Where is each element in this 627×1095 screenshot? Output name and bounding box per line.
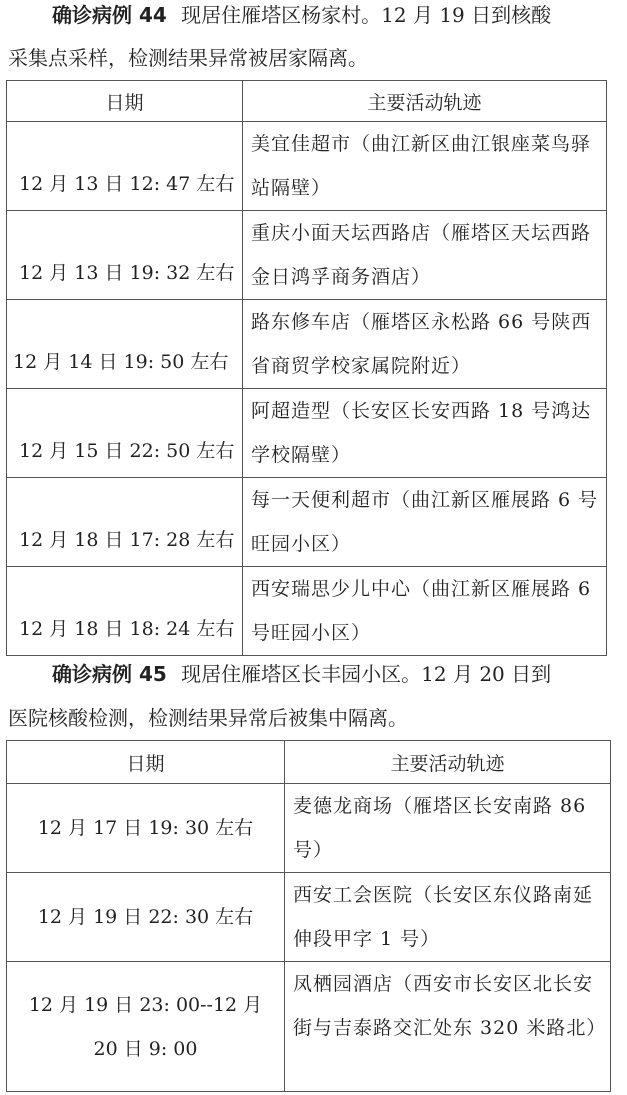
- table-row: [7, 784, 611, 873]
- case45-intro-line1: 现居住雁塔区长丰园小区。12 月 20 日到: [181, 662, 552, 686]
- date-cell: 12 月 18 日 18: 24 左右: [7, 567, 243, 656]
- table-header-row: [7, 81, 607, 122]
- table-row: [7, 211, 607, 300]
- date-cell: 12 月 14 日 19: 50 左右: [7, 300, 243, 389]
- date-cell: 12 月 15 日 22: 50 左右: [7, 389, 243, 478]
- table-row: [7, 389, 607, 478]
- table-header-row: [7, 741, 611, 784]
- table-row: [7, 122, 607, 211]
- place-cell: 阿超造型（长安区长安西路 18 号鸿达学校隔壁）: [243, 389, 607, 478]
- case45-label: 确诊病例 45: [52, 662, 167, 686]
- date-cell: 12 月 17 日 19: 30 左右: [7, 784, 285, 873]
- date-cell: 12 月 13 日 12: 47 左右: [7, 122, 243, 211]
- date-cell: 12 月 18 日 17: 28 左右: [7, 478, 243, 567]
- date-cell: 12 月 13 日 19: 32 左右: [7, 211, 243, 300]
- header-date: 日期: [7, 741, 285, 784]
- date-cell: 12 月 19 日 22: 30 左右: [7, 873, 285, 962]
- place-cell: 麦德龙商场（雁塔区长安南路 86 号）: [285, 784, 611, 873]
- place-cell: 重庆小面天坛西路店（雁塔区天坛西路金日鸿孚商务酒店）: [243, 211, 607, 300]
- case45-trace-table: [6, 740, 611, 1092]
- place-cell: 西安工会医院（长安区东仪路南延伸段甲字 1 号）: [285, 873, 611, 962]
- place-cell: 每一天便利超市（曲江新区雁展路 6 号旺园小区）: [243, 478, 607, 567]
- table-row: [7, 478, 607, 567]
- place-cell: 路东修车店（雁塔区永松路 66 号陕西省商贸学校家属院附近）: [243, 300, 607, 389]
- case45-intro-line2: 医院核酸检测，检测结果异常后被集中隔离。: [8, 706, 408, 730]
- table-row: [7, 962, 611, 1092]
- case45-intro: [0, 650, 627, 740]
- case44-trace-table: [6, 80, 607, 656]
- place-cell: 西安瑞思少儿中心（曲江新区雁展路 6 号旺园小区）: [243, 567, 607, 656]
- table-row: [7, 873, 611, 962]
- place-cell: 美宜佳超市（曲江新区曲江银座菜鸟驿站隔壁）: [243, 122, 607, 211]
- case44-intro-line2: 采集点采样，检测结果异常被居家隔离。: [8, 46, 368, 70]
- header-trace: 主要活动轨迹: [243, 81, 607, 122]
- header-date: 日期: [7, 81, 243, 122]
- header-trace: 主要活动轨迹: [285, 741, 611, 784]
- case44-intro-line1: 现居住雁塔区杨家村。12 月 19 日到核酸: [181, 3, 552, 27]
- case44-label: 确诊病例 44: [52, 3, 167, 27]
- date-cell: 12 月 19 日 23: 00--12 月 20 日 9: 00: [7, 962, 285, 1092]
- table-row: [7, 300, 607, 389]
- table-row: [7, 567, 607, 656]
- place-cell: 凤栖园酒店（西安市长安区北长安街与吉泰路交汇处东 320 米路北）: [285, 962, 611, 1092]
- case44-intro: [0, 0, 627, 80]
